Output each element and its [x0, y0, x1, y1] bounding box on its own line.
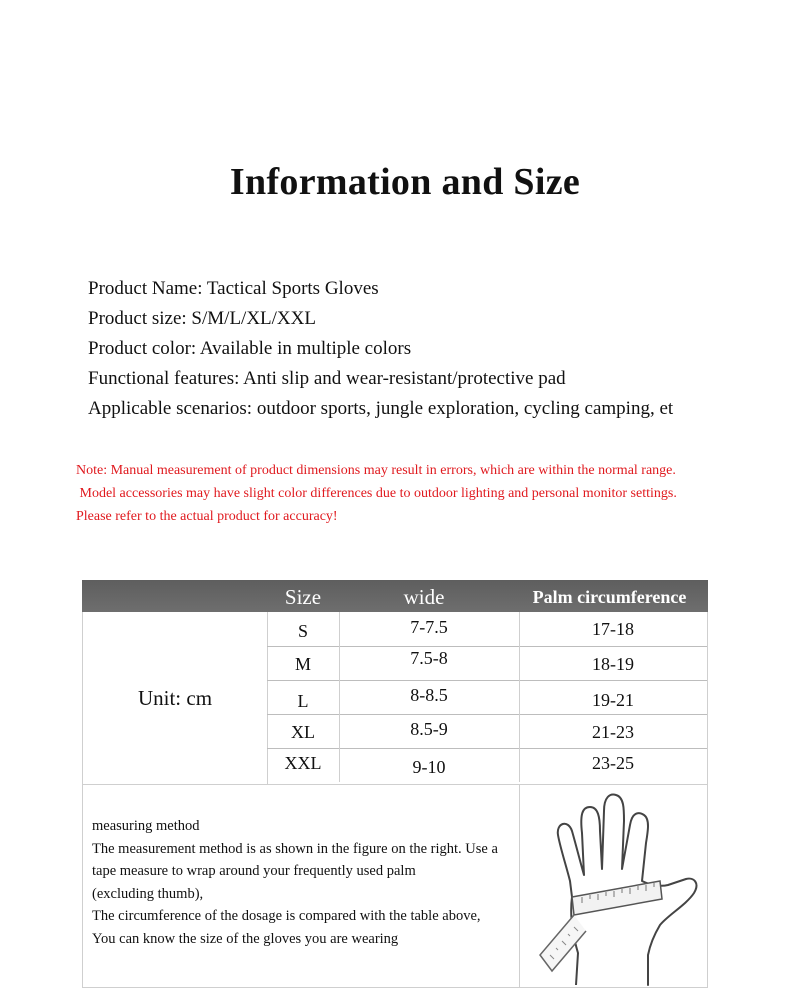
table-row	[267, 714, 707, 749]
method-line: tape measure to wrap around your frequently used palm	[92, 863, 416, 879]
cell-size: M	[294, 654, 311, 674]
page-title: Information and Size	[229, 161, 581, 203]
table-header	[82, 580, 708, 612]
cell-wide: 8-8.5	[410, 685, 448, 705]
cell-palm: 21-23	[592, 722, 634, 742]
cell-palm: 19-21	[592, 690, 634, 710]
info-product-size: Product size: S/M/L/XL/XXL	[88, 308, 316, 329]
cell-size: S	[297, 621, 308, 641]
size-table	[82, 580, 708, 988]
table-body	[82, 612, 708, 784]
table-row	[267, 612, 707, 647]
cell-size: XXL	[284, 753, 322, 773]
product-info	[88, 274, 673, 424]
note-line: Please refer to the actual product for accuracy!	[76, 509, 338, 524]
table-row	[267, 646, 707, 681]
cell-wide: 8.5-9	[410, 719, 448, 739]
cell-size: XL	[291, 722, 315, 742]
hand-measure-icon	[520, 785, 708, 987]
measuring-method-text	[92, 815, 517, 950]
cell-palm: 17-18	[592, 619, 634, 639]
method-line: The measurement method is as shown in the figure on the right. Use a	[92, 840, 498, 857]
measuring-method	[82, 784, 708, 988]
info-applicable-scenarios: Applicable scenarios: outdoor sports, jungle exploration, cycling camping, et	[88, 398, 674, 419]
unit-label: Unit: cm	[83, 612, 268, 784]
cell-wide: 7.5-8	[410, 648, 448, 668]
header-size: Size	[284, 585, 322, 609]
measurement-note	[76, 459, 677, 528]
header-palm-circumference: Palm circumference	[532, 587, 687, 607]
info-functional-features: Functional features: Anti slip and wear-resistant/protective pad	[88, 368, 566, 389]
cell-wide: 9-10	[412, 757, 446, 777]
method-line: The circumference of the dosage is compared with the table above,	[92, 908, 481, 924]
cell-wide: 7-7.5	[410, 617, 448, 637]
note-line: Model accessories may have slight color differences due to outdoor lighting and personal monitor settings.	[76, 486, 677, 501]
info-product-name: Product Name: Tactical Sports Gloves	[88, 278, 379, 299]
table-row	[267, 680, 707, 715]
info-product-color: Product color: Available in multiple colors	[88, 338, 412, 359]
cell-palm: 23-25	[592, 753, 634, 773]
header-wide: wide	[403, 585, 445, 609]
method-line: measuring method	[92, 818, 200, 834]
method-line: You can know the size of the gloves you are wearing	[92, 930, 399, 947]
table-row	[267, 748, 707, 782]
cell-palm: 18-19	[592, 654, 634, 674]
hand-illustration-cell	[519, 785, 708, 987]
method-line: (excluding thumb),	[92, 885, 204, 902]
note-line: Note: Manual measurement of product dimensions may result in errors, which are within the normal range.	[76, 463, 676, 478]
cell-size: L	[297, 691, 309, 711]
